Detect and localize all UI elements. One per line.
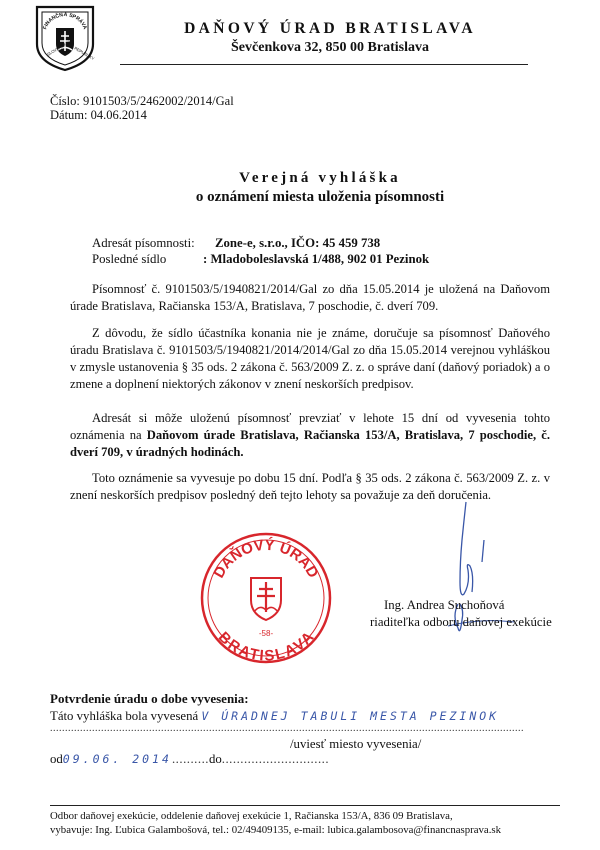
- paragraph-duration: Toto oznámenie sa vyvesuje po dobu 15 dní. Podľa § 35 ods. 2 zákona č. 563/2009 Z. z. v znení neskorších predpisov posledný deň tejto lehoty sa považuje za deň doručenia.: [70, 471, 550, 502]
- to-dots: .............................: [221, 752, 330, 766]
- document-subtitle: o oznámení miesta uloženia písomnosti: [195, 189, 445, 205]
- header-divider: [120, 64, 528, 65]
- paragraph-pickup: [70, 410, 550, 461]
- addressee-label: Adresát písomnosti:: [92, 236, 195, 250]
- to-label: do: [208, 752, 222, 766]
- stamp-bottom-text: BRATISLAVA: [214, 628, 318, 665]
- posted-line: [50, 709, 499, 724]
- posted-place: V ÚRADNEJ TABULI MESTA PEZINOK: [201, 709, 500, 723]
- footer-contact: vybavuje: Ing. Ľubica Galambošová, tel.: 02/49409135, e-mail: lubica.galambosova@financnasprava.sk: [50, 824, 501, 836]
- seat-value: : Mladoboleslavská 1/488, 902 01 Pezinok: [203, 252, 430, 266]
- stamp-top-text: DAŇOVÝ ÚRAD: [210, 536, 322, 581]
- reference-date: Dátum: 04.06.2014: [50, 108, 147, 122]
- pickup-location: Daňovom úrade Bratislava, Račianska 153/A, Bratislava, 7 poschodie, č. dverí 709, v úradných hodinách.: [70, 428, 550, 459]
- office-address: Ševčenkova 32, 850 00 Bratislava: [231, 40, 429, 55]
- pickup-text: Adresát si môže uloženú písomnosť prevziať v lehote 15 dní od vyvesenia tohto oznámenia na: [70, 411, 550, 442]
- paragraph-reason: Z dôvodu, že sídlo účastníka konania nie je známe, doručuje sa písomnosť Daňového úradu Bratislava č. 9101503/5/1940821/2014/2014/Gal zo dňa 15.05.2014 verejnou vyhláškou v zmysle ustanovenia § 35 ods. 2 zákona č. 563/2009 Z. z. o správe daní (daňový poriadok) a o zmene a doplnení niektorých zákonov v znení neskorších predpisov.: [70, 326, 550, 391]
- footer-department: Odbor daňovej exekúcie, oddelenie daňovej exekúcie 1, Račianska 153/A, 836 09 Bratislava,: [50, 810, 453, 822]
- signatory-role: riaditeľka odboru daňovej exekúcie: [370, 615, 552, 629]
- svg-text:REPUBLIKY: REPUBLIKY: [73, 45, 96, 62]
- seat-label: Posledné sídlo: [92, 252, 167, 266]
- paragraph-deposit: Písomnosť č. 9101503/5/1940821/2014/Gal zo dňa 15.05.2014 je uložená na Daňovom úrade Bratislava, Račianska 153/A, Bratislava, 7 poschodie, č. dverí 709.: [70, 282, 550, 313]
- place-hint: /uviesť miesto vyvesenia/: [290, 737, 422, 751]
- reference-number: Číslo: 9101503/5/2462002/2014/Gal: [50, 94, 234, 108]
- svg-text:DAŇOVÝ ÚRAD: [210, 536, 321, 581]
- footer-divider: [50, 805, 560, 806]
- office-name: DAŇOVÝ ÚRAD BRATISLAVA: [184, 20, 476, 37]
- svg-text:FINANČNÁ SPRÁVA: FINANČNÁ SPRÁVA: [42, 11, 88, 31]
- from-date: 09.06. 2014: [62, 752, 172, 766]
- stamp-number: -58-: [258, 629, 274, 638]
- confirmation-title: Potvrdenie úradu o dobe vyvesenia:: [50, 691, 249, 706]
- posted-dotted-line: ..............................................................................................................................................................: [50, 723, 524, 734]
- official-stamp: [196, 528, 336, 668]
- signatory-name: Ing. Andrea Suchoňová: [384, 598, 505, 612]
- from-label: od: [50, 752, 63, 766]
- document-title: Verejná vyhláška: [239, 170, 401, 186]
- svg-text:SLOVENSKEJ: SLOVENSKEJ: [46, 39, 72, 57]
- posted-label: Táto vyhláška bola vyvesená: [50, 709, 199, 723]
- financna-sprava-logo: [34, 4, 96, 72]
- addressee-value: Zone-e, s.r.o., IČO: 45 459 738: [215, 236, 381, 250]
- date-line: [50, 752, 329, 767]
- from-dots: ..........: [171, 752, 209, 766]
